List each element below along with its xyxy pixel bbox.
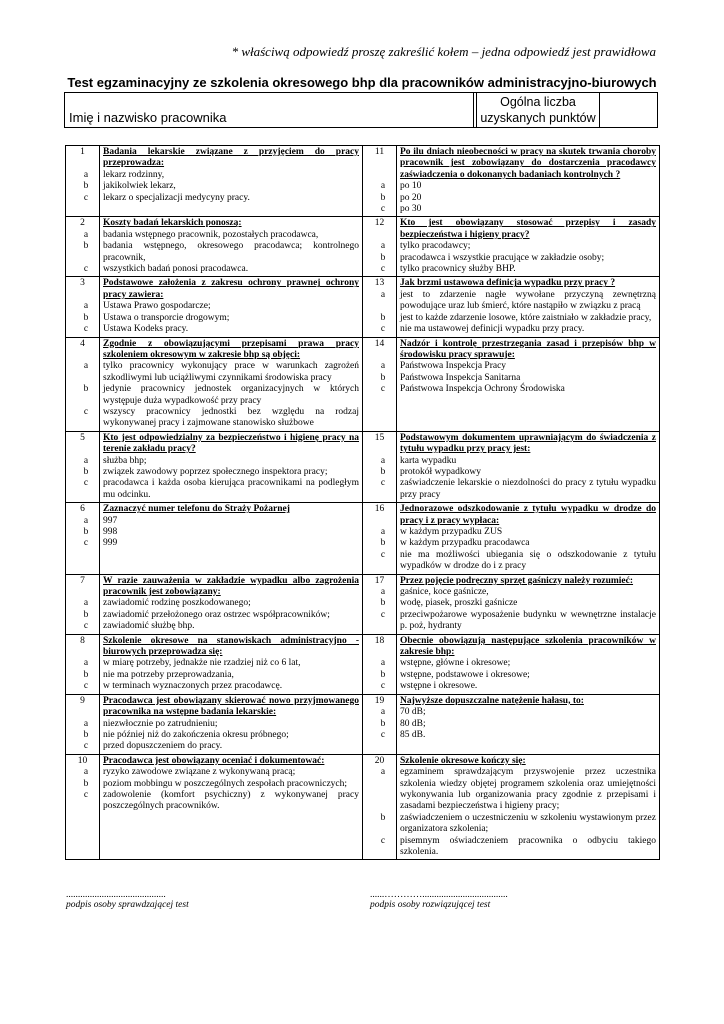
answer-option[interactable]	[380, 549, 656, 573]
answer-option[interactable]	[83, 301, 359, 312]
answer-letter: b	[380, 538, 386, 549]
question-number: 18	[374, 635, 385, 646]
question-text: Jak brzmi ustawowa definicja wypadku przy pracy ?	[400, 278, 616, 289]
question-number: 4	[80, 338, 85, 349]
question-text: Obecnie obowiązują następujące szkolenia pracowników w zakresie bhp:	[400, 635, 656, 658]
answer-text: nie ma możliwości ubiegania się o odszkodowanie z tytułu wypadków w drodze do i z pracy	[400, 549, 656, 572]
answer-text: ryzyko zawodowe związane z wykonywaną pracą;	[103, 767, 296, 778]
question-number: 14	[374, 338, 385, 349]
answer-letter: a	[380, 527, 386, 537]
answer-letter: b	[83, 778, 89, 789]
answer-text: pracodawca i wszystkie pracujące w zakładzie osoby;	[400, 252, 605, 263]
answer-letter: b	[83, 466, 89, 477]
answer-option[interactable]	[83, 741, 359, 752]
question-text: Zgodnie z obowiązującymi przepisami prawa pracy szkoleniem okresowym w zakresie bhp są objęci:	[103, 338, 359, 360]
answer-text: pracodawca i każda osoba kierująca pracownikami na podległym mu odcinku.	[103, 478, 359, 500]
question-text: Nadzór i kontrolę przestrzegania zasad i przepisów bhp w środowisku pracy sprawuje:	[400, 338, 656, 360]
answer-option[interactable]	[380, 192, 656, 204]
answer-text: protokół wypadkowy	[400, 466, 482, 477]
answer-option[interactable]	[380, 538, 656, 549]
answer-option[interactable]	[380, 372, 656, 384]
answer-option[interactable]	[380, 289, 656, 313]
answer-letter: c	[380, 729, 386, 740]
answer-text: badania wstępnego pracownik, pozostałych pracodawca,	[103, 229, 319, 240]
question-text: Podstawowe założenia z zakresu ochrony prawnej ochrony pracy zawiera:	[103, 278, 359, 300]
answer-text: badania wstępnego, okresowego pracodawca; kontrolnego pracownik,	[103, 241, 359, 263]
answer-letter: a	[83, 169, 89, 180]
answer-text: związek zawodowy poprzez społecznego inspektora pracy;	[103, 466, 328, 477]
question-cell	[83, 694, 363, 754]
answer-option[interactable]	[83, 181, 359, 192]
answer-letter: b	[380, 192, 386, 203]
answer-letter: a	[83, 718, 89, 729]
question-text: W razie zauważenia w zakładzie wypadku albo zagrożenia pracownik jest zobowiązany:	[103, 575, 359, 598]
answer-text: wstępne i okresowe.	[400, 681, 478, 692]
answer-letter: b	[83, 241, 89, 252]
answer-text: tylko pracownicy służby BHP.	[400, 264, 516, 275]
answer-text: Państwowa Inspekcja Sanitarna	[400, 372, 521, 383]
question-text: Najwyższe dopuszczalne natężenie hałasu, to:	[400, 695, 584, 706]
answer-option[interactable]	[380, 609, 656, 633]
answer-text: jest to zdarzenie nagłe wywołane przyczyną zewnętrzną powodujące uraz lub śmierć, które nastąpiło w związku z pracą	[400, 289, 656, 312]
question-cell	[83, 574, 363, 634]
answer-text: po 30	[400, 204, 422, 215]
answer-letter: b	[83, 312, 89, 323]
answer-letter: c	[83, 741, 89, 752]
answer-letter: a	[83, 515, 89, 526]
answer-option[interactable]	[380, 598, 656, 609]
answer-option[interactable]	[380, 681, 656, 692]
question-number: 7	[80, 575, 85, 586]
answer-text: 85 dB.	[400, 729, 426, 740]
answer-text: pisemnym oświadczeniem pracownika o odbyciu takiego szkolenia.	[400, 835, 656, 857]
answer-letter: b	[83, 181, 89, 192]
question-cell	[83, 431, 363, 502]
answer-letter: a	[380, 707, 386, 718]
answer-option[interactable]	[380, 527, 656, 538]
answer-option[interactable]	[380, 312, 656, 324]
answer-letter: c	[380, 609, 386, 620]
question-text: Jednorazowe odszkodowanie z tytułu wypadku w drodze do pracy i z pracy wypłaca:	[400, 504, 656, 526]
question-text: Kto jest odpowiedzialny za bezpieczeństwo i higienę pracy na terenie zakładu pracy?	[103, 432, 359, 455]
answer-letter: c	[380, 681, 386, 692]
answer-option[interactable]	[83, 478, 359, 501]
answer-option[interactable]	[83, 527, 359, 538]
answer-letter: a	[380, 658, 386, 669]
question-number: 16	[374, 504, 385, 515]
table-row	[66, 503, 660, 574]
answer-option[interactable]	[380, 241, 656, 252]
answer-option[interactable]	[83, 598, 359, 609]
answer-letter: a	[380, 181, 386, 192]
answer-option[interactable]	[380, 384, 656, 395]
answer-text: tylko pracodawcy;	[400, 241, 471, 252]
answer-option[interactable]	[380, 729, 656, 741]
answer-option[interactable]	[380, 324, 656, 335]
answer-text: nie ma ustawowej definicji wypadku przy pracy.	[400, 324, 585, 335]
answer-letter: a	[83, 301, 89, 312]
answer-text: gaśnice, koce gaśnicze,	[400, 587, 489, 598]
answer-option[interactable]	[83, 515, 359, 527]
questions-table	[65, 145, 660, 860]
answer-text: zadowolenie (komfort psychiczny) z wykonywanej pracy poszczególnych pracowników.	[103, 789, 359, 812]
answer-text: zawiadomić rodzinę poszkodowanego;	[103, 598, 251, 609]
answer-letter: b	[83, 669, 89, 680]
answer-option[interactable]	[83, 169, 359, 181]
answer-text: w każdym przypadku ZUS	[400, 527, 503, 537]
answer-text: zaświadczenie lekarskie o niezdolności do pracy z tytułu wypadku przy pracy	[400, 478, 656, 500]
answer-option[interactable]	[83, 312, 359, 324]
question-text: Podstawowym dokumentem uprawniającym do świadczenia z tytułu wypadku przy pracy jest:	[400, 432, 656, 455]
score-label: Ogólna liczba uzyskanych punktów	[480, 95, 596, 125]
answer-text: w każdym przypadku pracodawca	[400, 538, 530, 549]
answer-option[interactable]	[83, 384, 359, 407]
answer-text: Ustawa Kodeks pracy.	[103, 324, 189, 335]
answer-text: 70 dB;	[400, 707, 426, 718]
answer-text: 997	[103, 515, 118, 526]
question-text: Szkolenie okresowe na stanowiskach administracyjno - biurowych przeprowadza się:	[103, 635, 359, 658]
question-cell	[83, 217, 363, 277]
answer-option[interactable]	[380, 455, 656, 467]
question-cell	[83, 503, 363, 574]
answer-option[interactable]	[83, 767, 359, 778]
question-text: Pracodawca jest obowiązany skierować nowo przyjmowanego pracownika na wstępne badania lekarskie:	[103, 695, 359, 718]
answer-letter: a	[83, 361, 89, 372]
answer-option[interactable]	[83, 229, 359, 241]
answer-letter: c	[380, 478, 386, 489]
question-cell	[380, 694, 660, 754]
answer-option[interactable]	[380, 478, 656, 501]
answer-letter: c	[83, 681, 89, 692]
answer-text: po 20	[400, 192, 422, 203]
answer-text: 999	[103, 538, 118, 549]
answer-text: w miarę potrzeby, jednakże nie rzadziej niż co 6 lat,	[103, 658, 301, 669]
answer-letter: a	[380, 289, 386, 300]
answer-option[interactable]	[83, 324, 359, 335]
answer-letter: b	[380, 466, 386, 477]
question-number: 3	[80, 278, 85, 289]
answer-option[interactable]	[83, 192, 359, 204]
answer-text: tylko pracownicy wykonujący prace w warunkach zagrożeń szkodliwymi lub uciążliwymi czynnikami środowiska pracy	[103, 361, 359, 383]
answer-text: jedynie pracownicy jednostek organizacyjnych w których występuje duża wypadkowość przy pracy	[103, 384, 359, 406]
answer-letter: b	[83, 729, 89, 740]
answer-option[interactable]	[83, 455, 359, 467]
question-cell	[380, 146, 660, 217]
answer-text: poziom mobbingu w poszczególnych zespołach pracowniczych;	[103, 778, 348, 789]
answer-text: zaświadczeniem o uczestniczeniu w szkoleniu wystawionym przez organizatora szkolenia;	[400, 812, 656, 835]
answer-letter: c	[83, 324, 89, 335]
answer-text: egzaminem sprawdzającym przyswojenie przez uczestnika szkolenia wiedzy objętej programem szkolenia oraz umiejętności wykonywania lub organizowania pracy zgodnie z przepisami i zasadami bezpieczeństwa i higieny pracy;	[400, 767, 656, 812]
answer-option[interactable]	[83, 789, 359, 813]
answer-option[interactable]	[83, 538, 359, 549]
answer-letter: a	[83, 229, 89, 240]
answer-letter: a	[83, 598, 89, 609]
answer-option[interactable]	[380, 361, 656, 372]
question-cell	[380, 503, 660, 574]
answer-letter: a	[380, 767, 386, 778]
name-label: Imię i nazwisko pracownika	[69, 110, 227, 125]
question-text: Kto jest obowiązany stosować przepisy i zasady bezpieczeństwa i higieny pracy?	[400, 218, 656, 240]
answer-text: Państwowa Inspekcja Ochrony Środowiska	[400, 384, 565, 395]
question-number: 12	[374, 218, 385, 229]
question-number: 8	[80, 635, 85, 646]
question-cell	[83, 634, 363, 694]
answer-letter: b	[83, 609, 89, 620]
table-row	[66, 574, 660, 634]
answer-text: Ustawa Prawo gospodarcze;	[103, 301, 211, 312]
answer-text: jakikolwiek lekarz,	[103, 181, 176, 192]
answer-text: lekarz o specjalizacji medycyny pracy.	[103, 192, 250, 203]
question-number: 11	[374, 147, 385, 157]
question-cell	[380, 277, 660, 337]
answer-option[interactable]	[83, 406, 359, 430]
table-row	[66, 337, 660, 431]
answer-letter: b	[380, 718, 386, 729]
answer-option[interactable]	[83, 621, 359, 632]
answer-text: przed dopuszczeniem do pracy.	[103, 741, 223, 752]
question-number: 2	[80, 218, 85, 229]
answer-option[interactable]	[380, 264, 656, 275]
answer-text: nie później niż do zakończenia okresu próbnego;	[103, 729, 289, 740]
answer-letter: a	[380, 241, 386, 252]
question-number: 13	[374, 278, 385, 289]
answer-letter: a	[380, 587, 386, 598]
question-cell	[380, 574, 660, 634]
answer-text: 998	[103, 527, 118, 537]
question-text: Zaznaczyć numer telefonu do Straży Pożarnej	[103, 504, 290, 515]
answer-text: w terminach wyznaczonych przez pracodawcę.	[103, 681, 283, 692]
answer-text: wszystkich badań ponosi pracodawca.	[103, 264, 249, 275]
answer-letter: a	[83, 455, 89, 466]
answer-letter: c	[83, 789, 89, 800]
question-number: 20	[374, 755, 385, 766]
answer-letter: b	[380, 669, 386, 680]
answer-letter: b	[380, 812, 386, 823]
answer-text: lekarz rodzinny,	[103, 169, 165, 180]
answer-letter: c	[380, 384, 386, 395]
question-text: Przez pojęcie podręczny sprzęt gaśniczy należy rozumieć:	[400, 575, 634, 586]
question-number: 19	[374, 695, 385, 706]
answer-text: służba bhp;	[103, 455, 147, 466]
answer-option[interactable]	[380, 252, 656, 264]
answer-option[interactable]	[380, 835, 656, 859]
table-row	[66, 146, 660, 217]
answer-option[interactable]	[83, 264, 359, 275]
answer-option[interactable]	[380, 181, 656, 192]
question-text: Szkolenie okresowe kończy się:	[400, 755, 526, 766]
question-text: Koszty badań lekarskich ponoszą:	[103, 218, 242, 229]
answer-option[interactable]	[83, 718, 359, 730]
table-row	[66, 694, 660, 754]
answer-option[interactable]	[380, 707, 656, 718]
answer-option[interactable]	[83, 669, 359, 681]
answer-letter: c	[83, 538, 89, 549]
answer-letter: b	[380, 598, 386, 609]
answer-text: Ustawa o transporcie drogowym;	[103, 312, 230, 323]
answer-option[interactable]	[380, 812, 656, 836]
answer-letter: b	[380, 252, 386, 263]
answer-text: wszyscy pracownicy jednostki bez względu na rodzaj wykonywanej pracy i zajmowane stanowisko służbowe	[103, 406, 359, 429]
answer-text: 80 dB;	[400, 718, 426, 729]
answer-letter: a	[380, 455, 386, 466]
answer-text: wstępne, podstawowe i okresowe;	[400, 669, 530, 680]
question-cell	[380, 217, 660, 277]
table-row	[66, 277, 660, 337]
answer-option[interactable]	[83, 778, 359, 790]
answer-option[interactable]	[83, 466, 359, 478]
question-number: 1	[80, 147, 85, 157]
answer-letter: c	[83, 478, 89, 489]
answer-option[interactable]	[380, 587, 656, 598]
answer-letter: a	[380, 361, 386, 372]
question-cell	[83, 754, 363, 860]
answer-option[interactable]	[83, 241, 359, 264]
answer-text: nie ma potrzeby przeprowadzania,	[103, 669, 234, 680]
answer-letter: b	[380, 312, 386, 323]
answer-option[interactable]	[380, 658, 656, 669]
question-cell	[83, 277, 363, 337]
answer-option[interactable]	[380, 718, 656, 730]
instruction-note: * właściwą odpowiedź proszę zakreślić kołem – jedna odpowiedź jest prawidłowa	[231, 44, 656, 59]
question-text: Badania lekarskie związane z przyjęciem do pracy przeprowadza:	[103, 147, 359, 169]
answer-letter: a	[83, 767, 89, 778]
answer-text: Państwowa Inspekcja Pracy	[400, 361, 507, 372]
answer-letter: c	[380, 835, 386, 846]
table-row	[66, 217, 660, 277]
answer-letter: c	[380, 204, 386, 215]
answer-letter: c	[380, 264, 386, 275]
question-cell	[380, 337, 660, 431]
question-text: Pracodawca jest obowiązany oceniać i dokumentować:	[103, 755, 325, 766]
answer-option[interactable]	[83, 681, 359, 692]
answer-option[interactable]	[380, 466, 656, 478]
question-cell	[83, 146, 363, 217]
question-number: 9	[80, 695, 85, 706]
answer-text: wodę, piasek, proszki gaśnicze	[400, 598, 518, 609]
answer-letter: c	[380, 324, 386, 335]
answer-letter: c	[83, 621, 89, 632]
answer-text: niezwłocznie po zatrudnieniu;	[103, 718, 218, 729]
answer-text: zawiadomić służbę bhp.	[103, 621, 195, 632]
question-text: Po ilu dniach nieobecności w pracy na skutek trwania choroby pracownik jest zobowiązany do dostarczenia pracodawcy zaświadczenia o dokonanych badaniach kontrolnych ?	[400, 147, 656, 180]
answer-letter: b	[83, 527, 89, 537]
table-row	[66, 431, 660, 502]
answer-option[interactable]	[83, 658, 359, 669]
answer-letter: a	[83, 658, 89, 669]
answer-text: po 10	[400, 181, 422, 192]
answer-option[interactable]	[380, 767, 656, 813]
answer-option[interactable]	[83, 361, 359, 384]
answer-letter: c	[83, 406, 89, 417]
answer-option[interactable]	[380, 669, 656, 681]
answer-text: przeciwpożarowe wyposażenie budynku w wewnętrzne instalacje p. poż, hydranty	[400, 609, 656, 632]
signature-solver: ......………….................................... podpis osoby rozwiązującej test	[370, 890, 508, 910]
answer-letter: b	[83, 384, 89, 395]
answer-option[interactable]	[380, 204, 656, 215]
signature-checker: .......................................... podpis osoby sprawdzającej test	[66, 890, 189, 910]
question-number: 15	[374, 432, 385, 443]
question-number: 10	[77, 755, 88, 766]
answer-option[interactable]	[83, 729, 359, 741]
question-cell	[380, 634, 660, 694]
question-cell	[380, 431, 660, 502]
question-number: 6	[80, 504, 85, 515]
page-title: Test egzaminacyjny ze szkolenia okresowego bhp dla pracowników administracyjno-biurowych	[67, 75, 657, 90]
question-cell	[83, 337, 363, 431]
table-row	[66, 634, 660, 694]
answer-letter: c	[380, 549, 386, 560]
question-cell	[380, 754, 660, 860]
table-row	[66, 754, 660, 860]
answer-letter: c	[83, 264, 89, 275]
header-box	[64, 92, 658, 128]
answer-text: jest to każde zdarzenie losowe, które zaistniało w zakładzie pracy,	[400, 312, 652, 323]
question-number: 5	[80, 432, 85, 443]
answer-letter: c	[83, 192, 89, 203]
answer-text: karta wypadku	[400, 455, 457, 466]
answer-letter: b	[380, 372, 386, 383]
answer-text: wstępne, główne i okresowe;	[400, 658, 511, 669]
answer-text: zawiadomić przełożonego oraz ostrzec współpracowników;	[103, 609, 330, 620]
question-number: 17	[374, 575, 385, 586]
answer-option[interactable]	[83, 609, 359, 621]
